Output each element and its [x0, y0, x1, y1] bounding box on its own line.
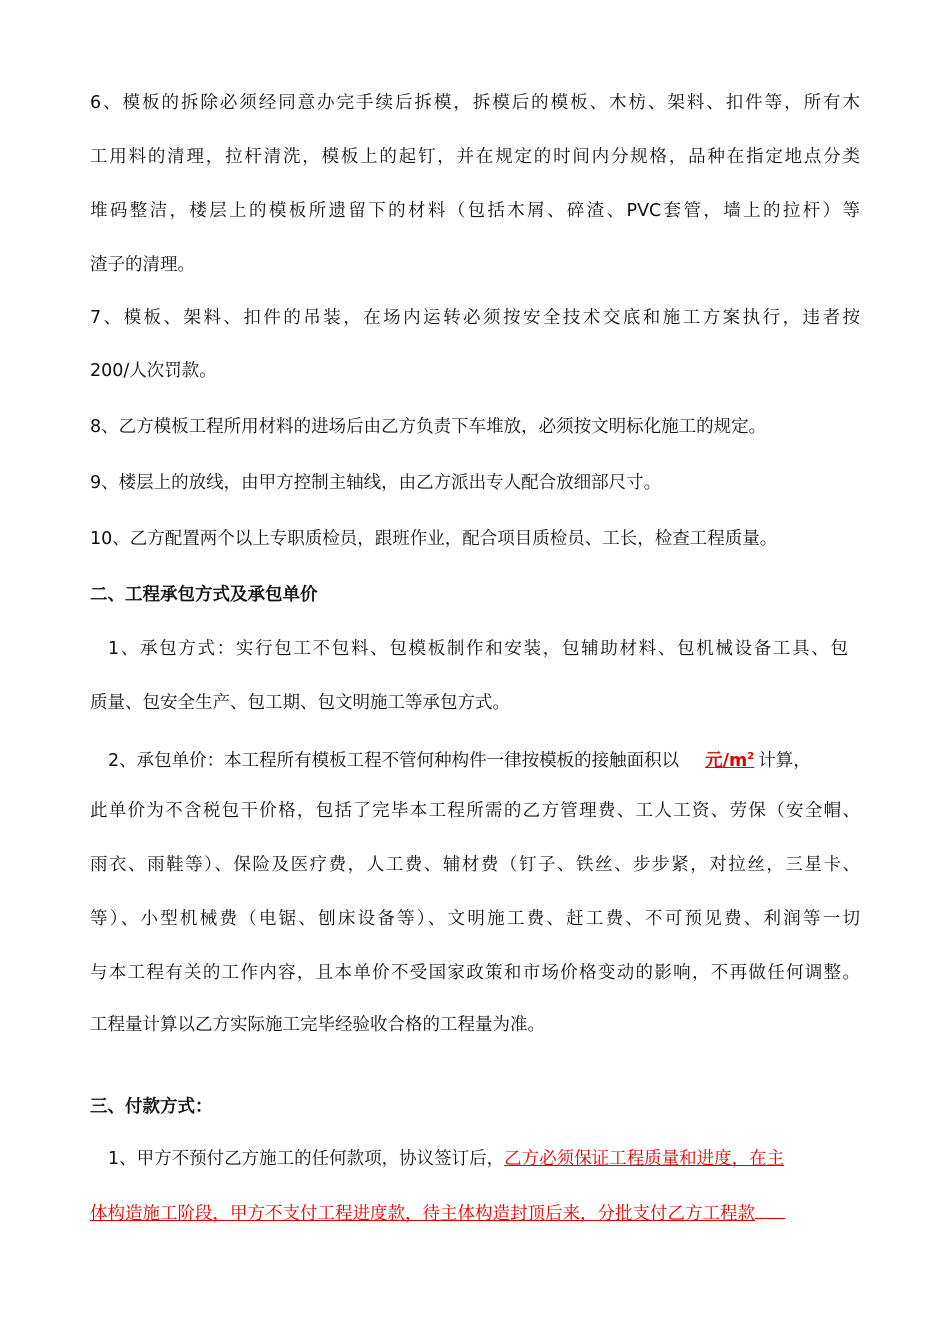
unit-price-tail: 计算，	[758, 750, 811, 771]
paragraph-line: 6、模板的拆除必须经同意办完手续后拆模，拆模后的模板、木枋、架料、扣件等，所有木	[90, 93, 860, 113]
paragraph-line: 渣子的清理。	[90, 255, 195, 275]
payment-text: 1、甲方不预付乙方施工的任何款项，协议签订后，	[108, 1149, 505, 1169]
unit-label: 元/m	[705, 750, 748, 771]
paragraph-line: 堆码整洁，楼层上的模板所遗留下的材料（包括木屑、碎渣、PVC套管，墙上的拉杆）等	[90, 201, 860, 221]
payment-highlight: 体构造施工阶段，甲方不支付工程进度款，待主体构造封顶后来，分批支付乙方工程款	[90, 1204, 755, 1224]
paragraph-line: 9、楼层上的放线，由甲方控制主轴线，由乙方派出专人配合放细部尺寸。	[90, 473, 662, 493]
paragraph-line: 工程量计算以乙方实际施工完毕经验收合格的工程量为准。	[90, 1015, 545, 1035]
payment-line	[90, 1200, 785, 1227]
unit-price-blank	[679, 744, 758, 774]
paragraph-line: 雨衣、雨鞋等）、保险及医疗费，人工费、辅材费（钉子、铁丝、步步紧，对拉丝，三星卡、	[90, 855, 860, 875]
section-heading: 三、付款方式：	[90, 1097, 213, 1117]
paragraph-line: 等）、小型机械费（电锯、刨床设备等）、文明施工费、赶工费、不可预见费、利润等一切	[90, 909, 860, 929]
payment-line	[108, 1146, 784, 1172]
underline-blank	[755, 1200, 785, 1219]
paragraph-line: 10、乙方配置两个以上专职质检员，跟班作业，配合项目质检员、工长，检查工程质量。	[90, 529, 778, 549]
paragraph-line: 200/人次罚款。	[90, 361, 217, 381]
paragraph-line: 8、乙方模板工程所用材料的进场后由乙方负责下车堆放，必须按文明标化施工的规定。	[90, 417, 767, 437]
paragraph-line: 与本工程有关的工作内容，且本单价不受国家政策和市场价格变动的影响，不再做任何调整。	[90, 963, 860, 983]
paragraph-line: 工用料的清理，拉杆清洗，模板上的起钉，并在规定的时间内分规格，品种在指定地点分类	[90, 147, 860, 167]
paragraph-line: 7、模板、架料、扣件的吊装，在场内运转必须按安全技术交底和施工方案执行，违者按	[90, 308, 860, 328]
paragraph-line: 1、承包方式：实行包工不包料、包模板制作和安装，包辅助材料、包机械设备工具、包	[108, 639, 848, 659]
paragraph-line: 此单价为不含税包干价格，包括了完毕本工程所需的乙方管理费、工人工资、劳保（安全帽、	[90, 801, 860, 821]
paragraph-line: 质量、包安全生产、包工期、包文明施工等承包方式。	[90, 693, 510, 713]
unit-price-line	[108, 744, 811, 774]
unit-price-text: 2、承包单价：本工程所有模板工程不管何种构件一律按模板的接触面积以	[108, 750, 680, 771]
payment-highlight: 乙方必须保证工程质量和进度，在主	[504, 1149, 785, 1169]
unit-superscript: 2	[747, 751, 755, 762]
section-heading: 二、工程承包方式及承包单价	[90, 585, 318, 605]
